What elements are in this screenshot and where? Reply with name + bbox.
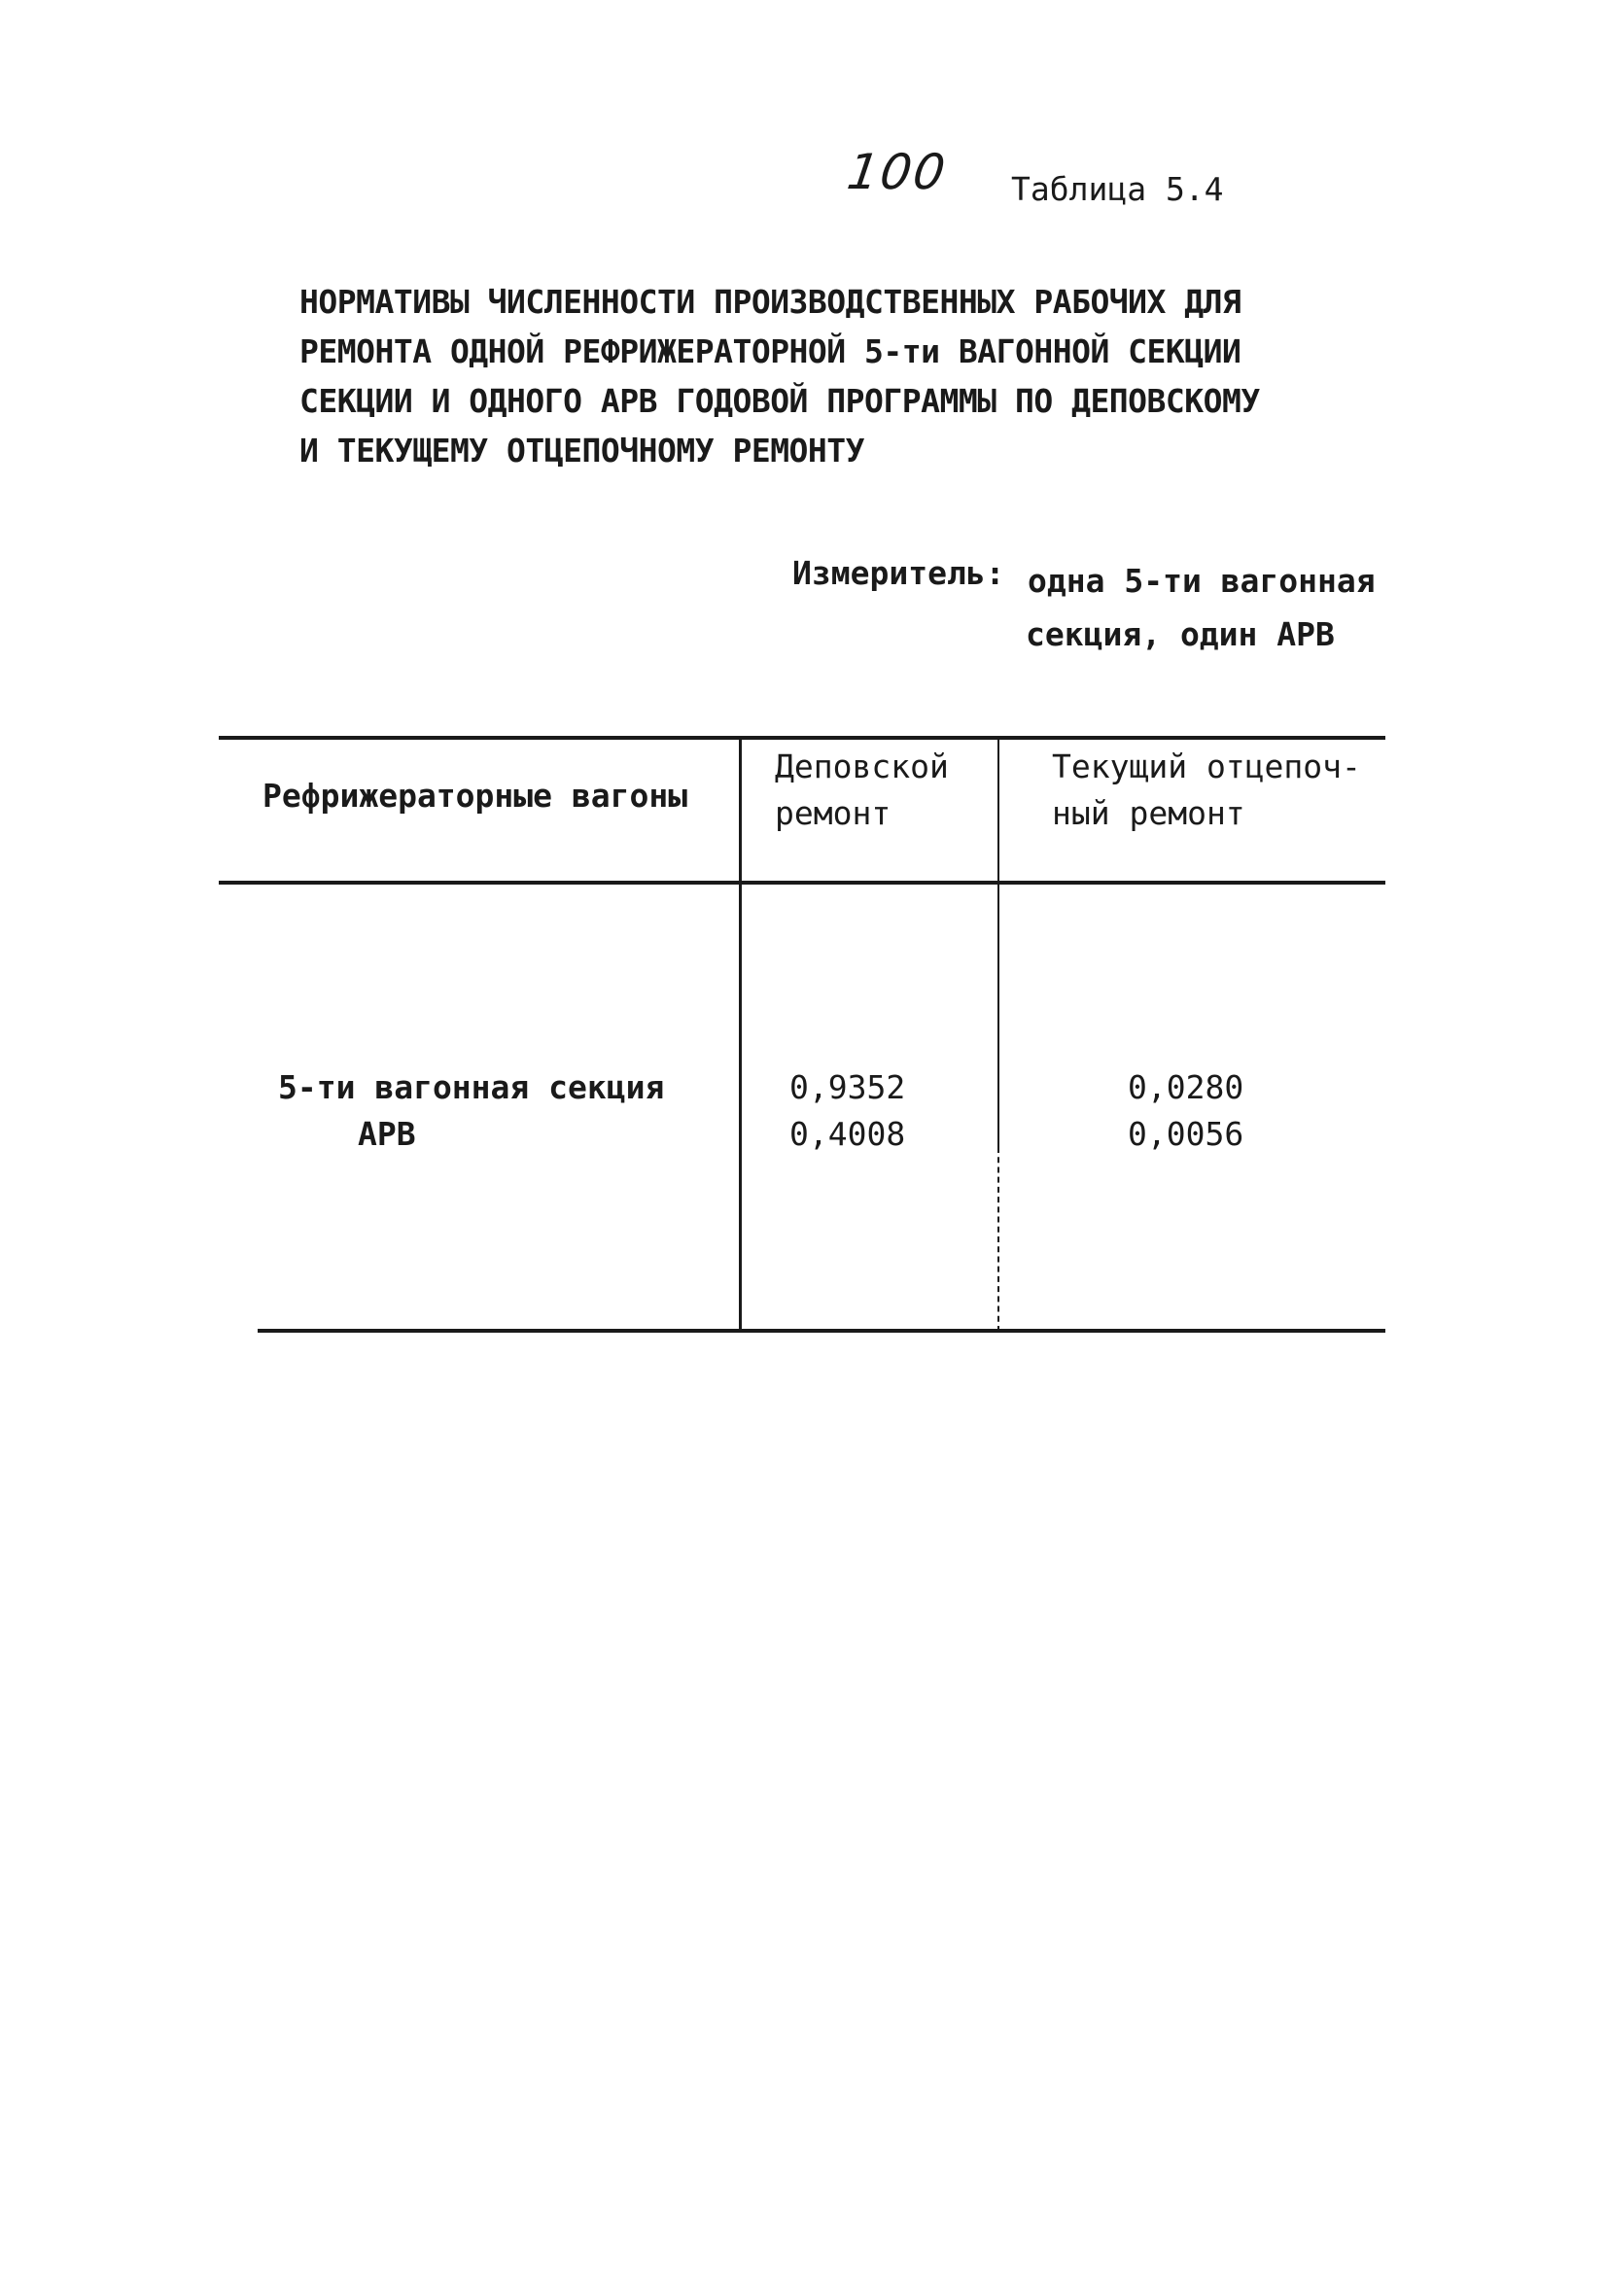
measure-value-line: одна 5-ти вагонная xyxy=(1028,562,1376,600)
header-cell-current-repair: Текущий отцепоч- ный ремонт xyxy=(1052,748,1361,832)
title-line: РЕМОНТА ОДНОЙ РЕФРИЖЕРАТОРНОЙ 5-ти ВАГОННОЙ СЕКЦИИ xyxy=(299,332,1241,370)
measure-label: Измеритель: xyxy=(792,554,1005,592)
row-name: 5-ти вагонная секция xyxy=(278,1068,665,1106)
row-current-value: 0,0056 xyxy=(1128,1115,1244,1153)
column-divider-2-dashed xyxy=(997,1147,999,1332)
row-depot-value: 0,4008 xyxy=(789,1115,906,1153)
column-divider-1 xyxy=(739,739,742,1331)
measure-value xyxy=(1028,554,1376,661)
document-title xyxy=(299,277,1260,475)
table-row xyxy=(0,1111,1608,1160)
title-line: И ТЕКУЩЕМУ ОТЦЕПОЧНОМУ РЕМОНТУ xyxy=(299,432,865,470)
measure-value-line: секция, один АРВ xyxy=(1026,615,1335,653)
header-bottom-rule xyxy=(219,881,1385,885)
row-depot-value: 0,9352 xyxy=(789,1068,906,1106)
table-bottom-rule xyxy=(258,1329,1385,1333)
row-name: АРВ xyxy=(358,1115,416,1153)
table-row xyxy=(0,1064,1608,1113)
header-cell-wagons: Рефрижераторные вагоны xyxy=(262,777,688,815)
row-current-value: 0,0280 xyxy=(1128,1068,1244,1106)
table-top-rule xyxy=(219,736,1385,740)
title-line: НОРМАТИВЫ ЧИСЛЕННОСТИ ПРОИЗВОДСТВЕННЫХ РАБОЧИХ ДЛЯ xyxy=(299,283,1241,321)
page-number: 100 xyxy=(843,144,951,200)
header-cell-depot-repair: Деповской ремонт xyxy=(775,748,949,832)
title-line: СЕКЦИИ И ОДНОГО АРВ ГОДОВОЙ ПРОГРАММЫ ПО ДЕПОВСКОМУ xyxy=(299,382,1260,420)
table-caption: Таблица 5.4 xyxy=(1011,170,1224,208)
